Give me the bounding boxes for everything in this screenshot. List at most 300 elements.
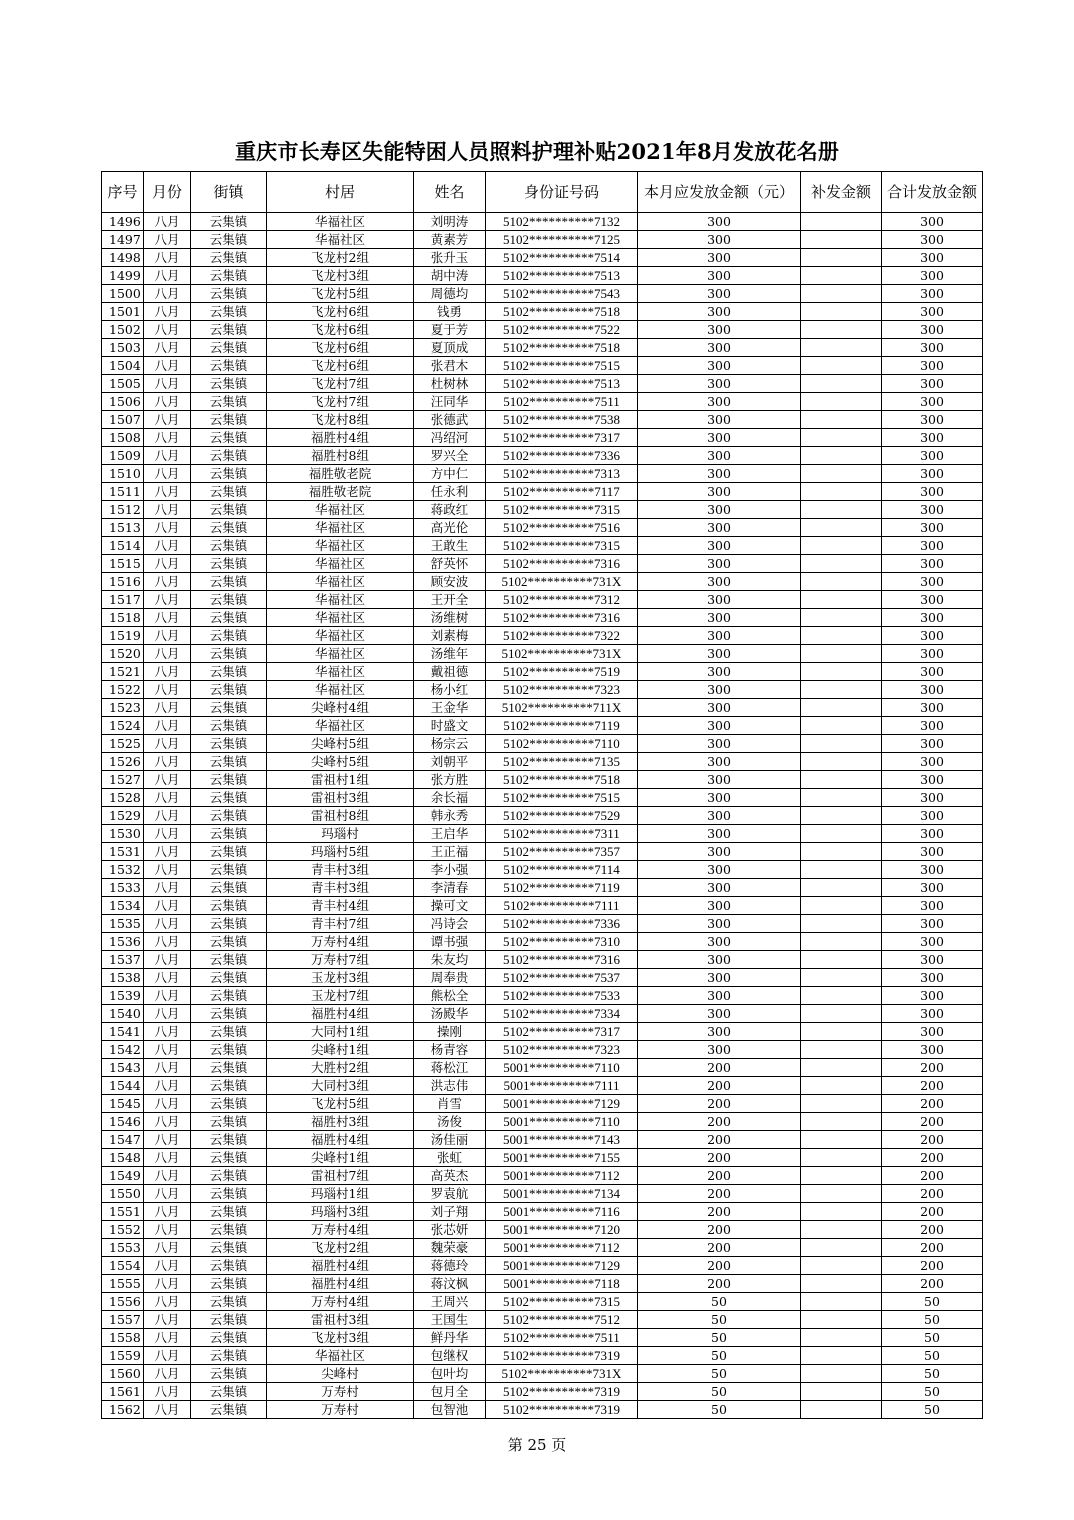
- cell-month: 八月: [144, 1293, 191, 1311]
- cell-village: 雷祖村8组: [267, 807, 414, 825]
- cell-name: 蒋德玲: [414, 1257, 486, 1275]
- cell-id-number: 5102**********7519: [486, 663, 638, 681]
- cell-name: 高英杰: [414, 1167, 486, 1185]
- table-row: [102, 1275, 983, 1293]
- cell-name: 杜树林: [414, 375, 486, 393]
- cell-village: 飞龙村6组: [267, 357, 414, 375]
- cell-village: 万寿村: [267, 1383, 414, 1401]
- cell-month: 八月: [144, 609, 191, 627]
- cell-name: 汤维树: [414, 609, 486, 627]
- cell-monthly-amount: 300: [638, 987, 801, 1005]
- cell-name: 张芯妍: [414, 1221, 486, 1239]
- cell-total: 200: [882, 1185, 983, 1203]
- cell-supplement: [801, 231, 882, 249]
- table-row: [102, 1239, 983, 1257]
- cell-total: 300: [882, 1023, 983, 1041]
- cell-village: 华福社区: [267, 627, 414, 645]
- cell-name: 蒋汶枫: [414, 1275, 486, 1293]
- cell-total: 200: [882, 1203, 983, 1221]
- cell-month: 八月: [144, 573, 191, 591]
- cell-village: 万寿村: [267, 1401, 414, 1419]
- cell-month: 八月: [144, 537, 191, 555]
- cell-seq: 1555: [102, 1275, 144, 1293]
- cell-id-number: 5001**********7111: [486, 1077, 638, 1095]
- cell-month: 八月: [144, 1347, 191, 1365]
- cell-id-number: 5102**********7111: [486, 897, 638, 915]
- cell-town: 云集镇: [191, 429, 267, 447]
- cell-seq: 1528: [102, 789, 144, 807]
- cell-seq: 1539: [102, 987, 144, 1005]
- cell-village: 福胜村4组: [267, 1131, 414, 1149]
- cell-supplement: [801, 645, 882, 663]
- cell-monthly-amount: 50: [638, 1311, 801, 1329]
- cell-id-number: 5001**********7120: [486, 1221, 638, 1239]
- cell-total: 300: [882, 1041, 983, 1059]
- cell-monthly-amount: 300: [638, 879, 801, 897]
- cell-village: 华福社区: [267, 519, 414, 537]
- cell-supplement: [801, 627, 882, 645]
- cell-total: 300: [882, 213, 983, 231]
- cell-id-number: 5102**********7518: [486, 339, 638, 357]
- header-supplement: 补发金额: [801, 172, 882, 213]
- cell-total: 300: [882, 735, 983, 753]
- cell-id-number: 5102**********7512: [486, 1311, 638, 1329]
- cell-total: 300: [882, 663, 983, 681]
- cell-monthly-amount: 300: [638, 1005, 801, 1023]
- cell-name: 夏顶成: [414, 339, 486, 357]
- cell-village: 飞龙村6组: [267, 321, 414, 339]
- table-row: [102, 627, 983, 645]
- cell-supplement: [801, 843, 882, 861]
- cell-total: 300: [882, 1005, 983, 1023]
- cell-name: 黄素芳: [414, 231, 486, 249]
- cell-monthly-amount: 200: [638, 1221, 801, 1239]
- cell-name: 包智池: [414, 1401, 486, 1419]
- cell-monthly-amount: 200: [638, 1059, 801, 1077]
- header-seq: 序号: [102, 172, 144, 213]
- cell-name: 张虹: [414, 1149, 486, 1167]
- cell-id-number: 5102**********7323: [486, 681, 638, 699]
- table-row: [102, 699, 983, 717]
- cell-supplement: [801, 915, 882, 933]
- cell-seq: 1553: [102, 1239, 144, 1257]
- cell-village: 飞龙村2组: [267, 249, 414, 267]
- table-row: [102, 1257, 983, 1275]
- cell-town: 云集镇: [191, 483, 267, 501]
- cell-seq: 1527: [102, 771, 144, 789]
- cell-village: 青丰村7组: [267, 915, 414, 933]
- cell-town: 云集镇: [191, 771, 267, 789]
- table-row: [102, 267, 983, 285]
- cell-month: 八月: [144, 1167, 191, 1185]
- cell-id-number: 5001**********7110: [486, 1113, 638, 1131]
- cell-seq: 1523: [102, 699, 144, 717]
- table-row: [102, 879, 983, 897]
- cell-town: 云集镇: [191, 1095, 267, 1113]
- cell-name: 操刚: [414, 1023, 486, 1041]
- cell-id-number: 5102**********731X: [486, 1365, 638, 1383]
- cell-total: 300: [882, 825, 983, 843]
- cell-town: 云集镇: [191, 915, 267, 933]
- table-row: [102, 213, 983, 231]
- table-row: [102, 537, 983, 555]
- cell-village: 大同村3组: [267, 1077, 414, 1095]
- cell-monthly-amount: 50: [638, 1347, 801, 1365]
- cell-total: 300: [882, 879, 983, 897]
- cell-village: 华福社区: [267, 537, 414, 555]
- cell-town: 云集镇: [191, 339, 267, 357]
- cell-seq: 1506: [102, 393, 144, 411]
- cell-monthly-amount: 300: [638, 825, 801, 843]
- cell-id-number: 5102**********7313: [486, 465, 638, 483]
- cell-village: 华福社区: [267, 663, 414, 681]
- cell-town: 云集镇: [191, 1293, 267, 1311]
- cell-monthly-amount: 200: [638, 1257, 801, 1275]
- cell-seq: 1548: [102, 1149, 144, 1167]
- table-row: [102, 591, 983, 609]
- cell-monthly-amount: 300: [638, 447, 801, 465]
- cell-month: 八月: [144, 735, 191, 753]
- cell-seq: 1538: [102, 969, 144, 987]
- cell-village: 华福社区: [267, 1347, 414, 1365]
- table-row: [102, 735, 983, 753]
- cell-monthly-amount: 300: [638, 465, 801, 483]
- cell-village: 尖峰村5组: [267, 735, 414, 753]
- cell-monthly-amount: 300: [638, 429, 801, 447]
- cell-id-number: 5102**********7514: [486, 249, 638, 267]
- cell-seq: 1514: [102, 537, 144, 555]
- cell-month: 八月: [144, 1401, 191, 1419]
- cell-village: 华福社区: [267, 609, 414, 627]
- cell-seq: 1552: [102, 1221, 144, 1239]
- table-row: [102, 555, 983, 573]
- cell-supplement: [801, 609, 882, 627]
- cell-seq: 1561: [102, 1383, 144, 1401]
- cell-month: 八月: [144, 717, 191, 735]
- cell-name: 余长福: [414, 789, 486, 807]
- cell-town: 云集镇: [191, 303, 267, 321]
- cell-seq: 1541: [102, 1023, 144, 1041]
- cell-id-number: 5102**********7316: [486, 609, 638, 627]
- cell-town: 云集镇: [191, 1383, 267, 1401]
- cell-town: 云集镇: [191, 1185, 267, 1203]
- cell-seq: 1510: [102, 465, 144, 483]
- table-row: [102, 1401, 983, 1419]
- cell-total: 200: [882, 1275, 983, 1293]
- cell-total: 300: [882, 501, 983, 519]
- cell-town: 云集镇: [191, 393, 267, 411]
- cell-town: 云集镇: [191, 699, 267, 717]
- cell-id-number: 5001**********7110: [486, 1059, 638, 1077]
- cell-seq: 1519: [102, 627, 144, 645]
- cell-village: 华福社区: [267, 213, 414, 231]
- cell-supplement: [801, 1365, 882, 1383]
- cell-monthly-amount: 300: [638, 843, 801, 861]
- cell-village: 大同村1组: [267, 1023, 414, 1041]
- cell-village: 万寿村4组: [267, 1293, 414, 1311]
- cell-monthly-amount: 50: [638, 1365, 801, 1383]
- cell-seq: 1562: [102, 1401, 144, 1419]
- cell-name: 任永利: [414, 483, 486, 501]
- cell-total: 200: [882, 1113, 983, 1131]
- cell-supplement: [801, 1383, 882, 1401]
- cell-id-number: 5102**********731X: [486, 573, 638, 591]
- cell-name: 汤维年: [414, 645, 486, 663]
- cell-id-number: 5102**********7533: [486, 987, 638, 1005]
- cell-village: 福胜村8组: [267, 447, 414, 465]
- cell-seq: 1507: [102, 411, 144, 429]
- cell-town: 云集镇: [191, 1347, 267, 1365]
- cell-id-number: 5102**********7357: [486, 843, 638, 861]
- cell-supplement: [801, 465, 882, 483]
- cell-supplement: [801, 339, 882, 357]
- cell-supplement: [801, 1239, 882, 1257]
- table-row: [102, 987, 983, 1005]
- cell-village: 玛瑙村5组: [267, 843, 414, 861]
- cell-total: 50: [882, 1311, 983, 1329]
- cell-town: 云集镇: [191, 1311, 267, 1329]
- cell-supplement: [801, 1149, 882, 1167]
- cell-seq: 1529: [102, 807, 144, 825]
- cell-supplement: [801, 1401, 882, 1419]
- cell-monthly-amount: 300: [638, 267, 801, 285]
- cell-village: 飞龙村7组: [267, 375, 414, 393]
- cell-supplement: [801, 753, 882, 771]
- cell-seq: 1540: [102, 1005, 144, 1023]
- cell-id-number: 5102**********7522: [486, 321, 638, 339]
- cell-supplement: [801, 483, 882, 501]
- cell-monthly-amount: 50: [638, 1401, 801, 1419]
- cell-monthly-amount: 300: [638, 915, 801, 933]
- cell-month: 八月: [144, 213, 191, 231]
- table-header-row: [102, 172, 983, 213]
- cell-town: 云集镇: [191, 1239, 267, 1257]
- cell-town: 云集镇: [191, 1203, 267, 1221]
- table-row: [102, 1203, 983, 1221]
- cell-name: 李小强: [414, 861, 486, 879]
- cell-name: 韩永秀: [414, 807, 486, 825]
- cell-total: 200: [882, 1257, 983, 1275]
- cell-total: 50: [882, 1347, 983, 1365]
- cell-month: 八月: [144, 1185, 191, 1203]
- cell-town: 云集镇: [191, 1023, 267, 1041]
- cell-month: 八月: [144, 1023, 191, 1041]
- cell-supplement: [801, 1347, 882, 1365]
- cell-id-number: 5102**********7315: [486, 501, 638, 519]
- cell-name: 鲜丹华: [414, 1329, 486, 1347]
- cell-supplement: [801, 663, 882, 681]
- cell-name: 洪志伟: [414, 1077, 486, 1095]
- cell-seq: 1558: [102, 1329, 144, 1347]
- cell-town: 云集镇: [191, 465, 267, 483]
- cell-name: 肖雪: [414, 1095, 486, 1113]
- cell-id-number: 5102**********7110: [486, 735, 638, 753]
- cell-total: 300: [882, 357, 983, 375]
- cell-village: 万寿村4组: [267, 1221, 414, 1239]
- cell-id-number: 5102**********7132: [486, 213, 638, 231]
- header-village: 村居: [267, 172, 414, 213]
- cell-supplement: [801, 555, 882, 573]
- cell-total: 300: [882, 249, 983, 267]
- header-month: 月份: [144, 172, 191, 213]
- cell-id-number: 5102**********7135: [486, 753, 638, 771]
- cell-month: 八月: [144, 645, 191, 663]
- cell-id-number: 5102**********7515: [486, 789, 638, 807]
- cell-town: 云集镇: [191, 609, 267, 627]
- table-row: [102, 1311, 983, 1329]
- cell-id-number: 5102**********7317: [486, 1023, 638, 1041]
- table-row: [102, 1095, 983, 1113]
- cell-supplement: [801, 501, 882, 519]
- cell-total: 300: [882, 555, 983, 573]
- cell-seq: 1505: [102, 375, 144, 393]
- cell-name: 刘子翔: [414, 1203, 486, 1221]
- cell-name: 周奉贵: [414, 969, 486, 987]
- cell-month: 八月: [144, 303, 191, 321]
- cell-total: 300: [882, 609, 983, 627]
- table-row: [102, 285, 983, 303]
- cell-monthly-amount: 300: [638, 807, 801, 825]
- cell-name: 钱勇: [414, 303, 486, 321]
- cell-supplement: [801, 1221, 882, 1239]
- cell-village: 飞龙村7组: [267, 393, 414, 411]
- cell-monthly-amount: 300: [638, 375, 801, 393]
- cell-monthly-amount: 300: [638, 933, 801, 951]
- cell-month: 八月: [144, 1383, 191, 1401]
- cell-supplement: [801, 897, 882, 915]
- cell-seq: 1526: [102, 753, 144, 771]
- table-row: [102, 1131, 983, 1149]
- cell-name: 朱友均: [414, 951, 486, 969]
- cell-name: 杨宗云: [414, 735, 486, 753]
- table-row: [102, 717, 983, 735]
- cell-monthly-amount: 300: [638, 645, 801, 663]
- cell-month: 八月: [144, 231, 191, 249]
- cell-total: 300: [882, 807, 983, 825]
- cell-monthly-amount: 300: [638, 699, 801, 717]
- document-title: 重庆市长寿区失能特困人员照料护理补贴2021年8月发放花名册: [234, 139, 840, 164]
- cell-id-number: 5102**********7119: [486, 879, 638, 897]
- cell-id-number: 5102**********7319: [486, 1383, 638, 1401]
- cell-month: 八月: [144, 1365, 191, 1383]
- cell-supplement: [801, 357, 882, 375]
- cell-supplement: [801, 825, 882, 843]
- cell-total: 300: [882, 771, 983, 789]
- cell-seq: 1534: [102, 897, 144, 915]
- cell-month: 八月: [144, 861, 191, 879]
- cell-total: 300: [882, 285, 983, 303]
- cell-monthly-amount: 300: [638, 771, 801, 789]
- cell-monthly-amount: 200: [638, 1131, 801, 1149]
- cell-supplement: [801, 411, 882, 429]
- cell-town: 云集镇: [191, 717, 267, 735]
- cell-monthly-amount: 50: [638, 1329, 801, 1347]
- cell-supplement: [801, 213, 882, 231]
- cell-seq: 1543: [102, 1059, 144, 1077]
- cell-month: 八月: [144, 321, 191, 339]
- cell-town: 云集镇: [191, 321, 267, 339]
- cell-monthly-amount: 300: [638, 717, 801, 735]
- table-row: [102, 861, 983, 879]
- cell-total: 300: [882, 519, 983, 537]
- cell-supplement: [801, 1023, 882, 1041]
- cell-id-number: 5102**********7315: [486, 1293, 638, 1311]
- cell-supplement: [801, 573, 882, 591]
- cell-total: 200: [882, 1095, 983, 1113]
- cell-month: 八月: [144, 249, 191, 267]
- cell-month: 八月: [144, 933, 191, 951]
- cell-total: 300: [882, 303, 983, 321]
- cell-month: 八月: [144, 1329, 191, 1347]
- cell-month: 八月: [144, 1257, 191, 1275]
- cell-seq: 1542: [102, 1041, 144, 1059]
- cell-village: 福胜村4组: [267, 1005, 414, 1023]
- cell-supplement: [801, 789, 882, 807]
- cell-id-number: 5102**********7518: [486, 303, 638, 321]
- table-row: [102, 501, 983, 519]
- cell-id-number: 5102**********711X: [486, 699, 638, 717]
- table-row: [102, 1293, 983, 1311]
- cell-seq: 1533: [102, 879, 144, 897]
- cell-supplement: [801, 1041, 882, 1059]
- cell-supplement: [801, 735, 882, 753]
- cell-village: 飞龙村8组: [267, 411, 414, 429]
- cell-total: 300: [882, 393, 983, 411]
- cell-seq: 1497: [102, 231, 144, 249]
- cell-supplement: [801, 1185, 882, 1203]
- table-row: [102, 321, 983, 339]
- cell-monthly-amount: 300: [638, 339, 801, 357]
- cell-id-number: 5102**********7511: [486, 1329, 638, 1347]
- cell-supplement: [801, 1077, 882, 1095]
- table-row: [102, 951, 983, 969]
- cell-name: 张升玉: [414, 249, 486, 267]
- page-number: 第 25 页: [507, 1436, 567, 1454]
- cell-seq: 1549: [102, 1167, 144, 1185]
- cell-total: 300: [882, 987, 983, 1005]
- table-row: [102, 1221, 983, 1239]
- cell-monthly-amount: 300: [638, 321, 801, 339]
- cell-total: 50: [882, 1365, 983, 1383]
- cell-name: 汤佳丽: [414, 1131, 486, 1149]
- cell-total: 200: [882, 1131, 983, 1149]
- cell-month: 八月: [144, 339, 191, 357]
- cell-supplement: [801, 1257, 882, 1275]
- cell-id-number: 5102**********7125: [486, 231, 638, 249]
- cell-monthly-amount: 300: [638, 573, 801, 591]
- cell-supplement: [801, 393, 882, 411]
- cell-total: 300: [882, 681, 983, 699]
- table-row: [102, 771, 983, 789]
- cell-seq: 1536: [102, 933, 144, 951]
- cell-name: 张方胜: [414, 771, 486, 789]
- cell-supplement: [801, 951, 882, 969]
- cell-village: 华福社区: [267, 573, 414, 591]
- table-row: [102, 573, 983, 591]
- cell-monthly-amount: 300: [638, 285, 801, 303]
- cell-town: 云集镇: [191, 951, 267, 969]
- cell-town: 云集镇: [191, 1401, 267, 1419]
- table-row: [102, 339, 983, 357]
- cell-name: 汤俊: [414, 1113, 486, 1131]
- table-row: [102, 645, 983, 663]
- cell-month: 八月: [144, 807, 191, 825]
- cell-name: 魏荣豪: [414, 1239, 486, 1257]
- table-row: [102, 1077, 983, 1095]
- table-row: [102, 1059, 983, 1077]
- cell-month: 八月: [144, 1005, 191, 1023]
- cell-name: 刘朝平: [414, 753, 486, 771]
